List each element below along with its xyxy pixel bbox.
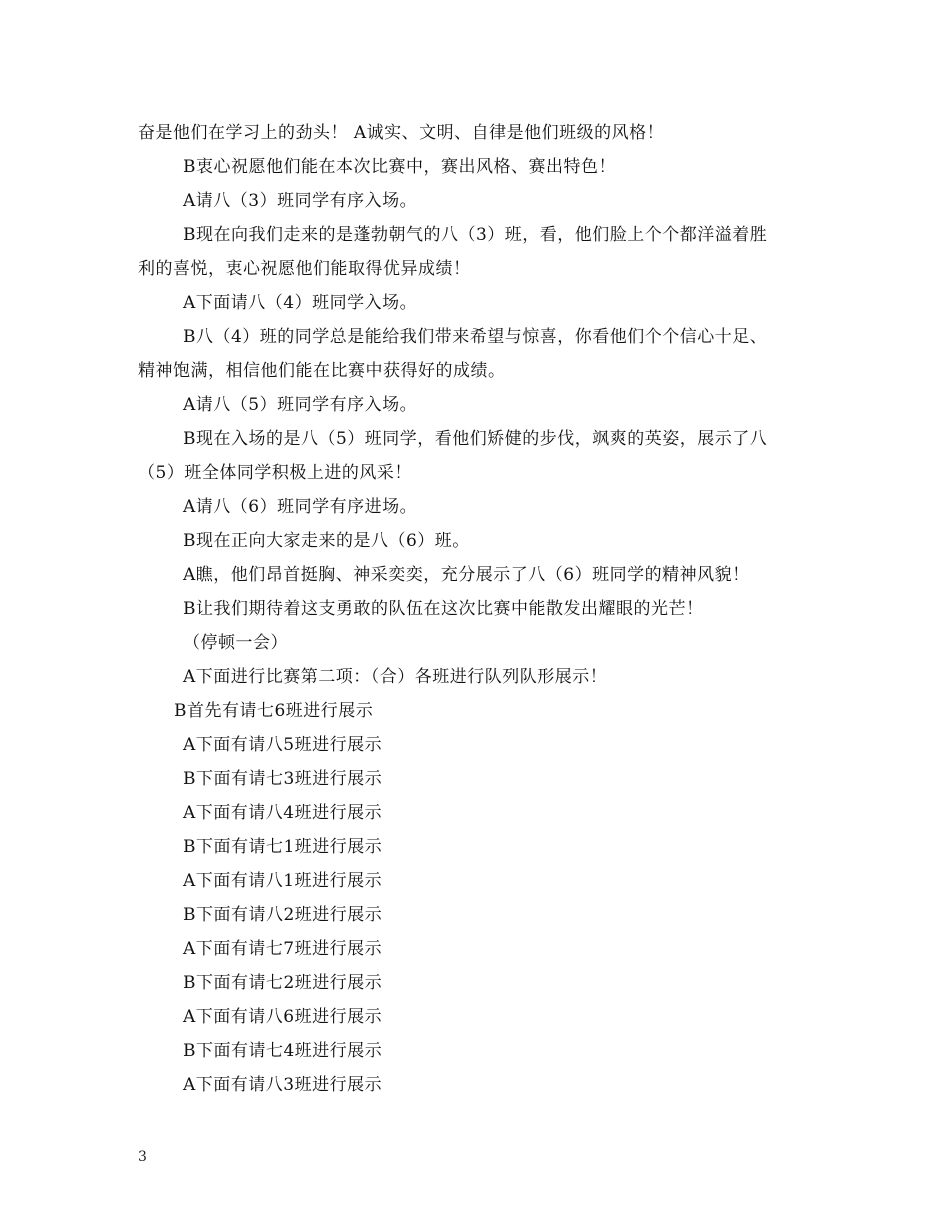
text-line: B八（4）班的同学总是能给我们带来希望与惊喜，你看他们个个信心十足、 [183, 327, 768, 347]
text-line: 精神饱满，相信他们能在比赛中获得好的成绩。 [138, 361, 506, 381]
text-line: 奋是他们在学习上的劲头！ A诚实、文明、自律是他们班级的风格！ [138, 123, 665, 143]
text-line: B衷心祝愿他们能在本次比赛中，赛出风格、赛出特色！ [183, 157, 616, 177]
text-line: （5）班全体同学积极上进的风采！ [138, 463, 412, 483]
text-line: B下面有请七4班进行展示 [183, 1041, 383, 1061]
text-line: A请八（3）班同学有序入场。 [183, 191, 418, 211]
text-line: A瞧，他们昂首挺胸、神采奕奕，充分展示了八（6）班同学的精神风貌！ [183, 565, 750, 585]
document-body [138, 116, 818, 1102]
text-line: A下面进行比赛第二项：（合）各班进行队列队形展示！ [183, 667, 608, 687]
text-line: A下面有请八6班进行展示 [183, 1007, 383, 1027]
text-line: A下面请八（4）班同学入场。 [183, 293, 418, 313]
text-line: B下面有请八2班进行展示 [183, 905, 383, 925]
text-line: B现在向我们走来的是蓬勃朝气的八（3）班，看，他们脸上个个都洋溢着胜 [183, 225, 768, 245]
text-line: （停顿一会） [183, 633, 288, 653]
text-line: B现在正向大家走来的是八（6）班。 [183, 531, 470, 551]
text-line: A下面有请八1班进行展示 [183, 871, 383, 891]
text-line: A下面有请八5班进行展示 [183, 735, 383, 755]
page-number: 3 [138, 1149, 147, 1165]
text-line: B下面有请七2班进行展示 [183, 973, 383, 993]
text-line: A下面有请七7班进行展示 [183, 939, 383, 959]
text-line: A请八（5）班同学有序入场。 [183, 395, 418, 415]
text-line: A下面有请八4班进行展示 [183, 803, 383, 823]
text-line: B首先有请七6班进行展示 [174, 701, 374, 721]
text-line: 利的喜悦，衷心祝愿他们能取得优异成绩！ [138, 259, 471, 279]
text-line: B让我们期待着这支勇敢的队伍在这次比赛中能散发出耀眼的光芒！ [183, 599, 704, 619]
text-line: B下面有请七3班进行展示 [183, 769, 383, 789]
text-line: B现在入场的是八（5）班同学，看他们矫健的步伐，飒爽的英姿，展示了八 [183, 429, 768, 449]
text-line: A下面有请八3班进行展示 [183, 1075, 383, 1095]
text-line: B下面有请七1班进行展示 [183, 837, 383, 857]
text-line: A请八（6）班同学有序进场。 [183, 497, 418, 517]
